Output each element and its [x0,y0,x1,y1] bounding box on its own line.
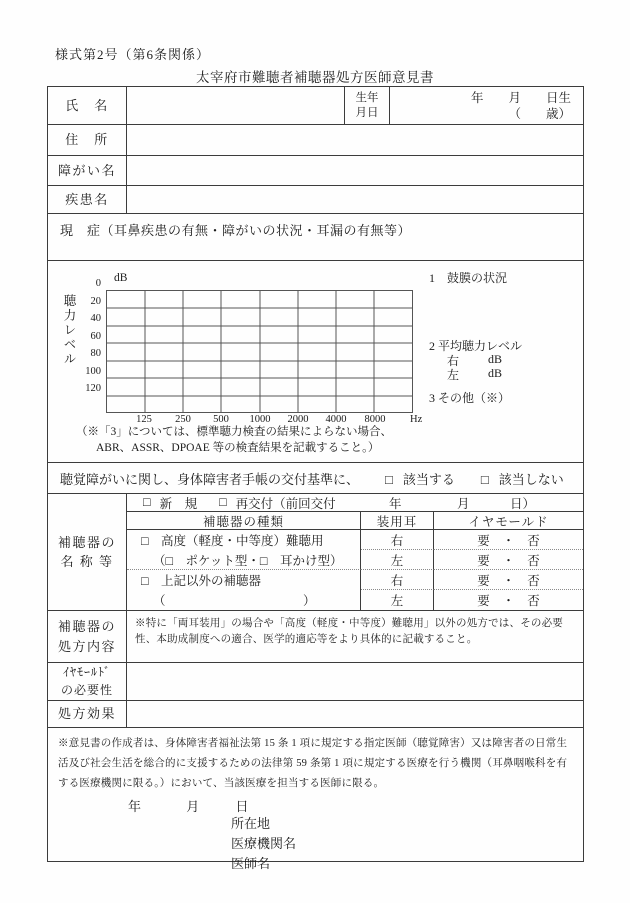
name-label: 氏 名 [48,87,127,124]
y-tick-80: 80 [90,348,101,359]
criteria-option-applicable[interactable] [385,469,455,488]
average-hearing-level-item: 2 平均聴力レベル [429,339,523,353]
hearing-aid-content [127,494,583,610]
ear-left-4[interactable]: 左 [361,590,434,610]
freq-tick-250: 250 [175,414,191,425]
effect-row [48,701,583,728]
ear-right-3[interactable]: 右 [361,570,434,590]
y-tick-40: 40 [90,313,101,324]
effect-label: 処方効果 [48,701,127,727]
hearing-aid-row-3 [127,570,583,590]
aid-type-pocket-bte[interactable]: （□ ポケット型・□ 耳かけ型） [127,550,361,570]
audiogram-row [48,261,583,463]
hearing-aid-row-2 [127,550,583,570]
earmold-label-line1: ｲﾔﾓｰﾙﾄﾞ [62,665,111,680]
signature-date-line[interactable] [48,796,583,814]
prescription-label-line2: 処方内容 [57,638,116,654]
criteria-row [48,463,583,494]
aid-type-severe[interactable]: □ 高度（軽度・中等度）難聴用 [127,530,361,550]
form-number: 様式第2号（第6条関係） [55,47,211,62]
hearing-aid-row-1 [127,530,583,550]
hearing-level-axis-label: 聴力レベル [62,294,76,367]
effect-input-cell[interactable] [127,701,583,727]
address-label: 住 所 [48,125,127,155]
tympanic-membrane-item: 1 鼓膜の状況 [429,271,508,285]
age-format: （ 歳） [508,106,571,121]
hearing-aid-label-line2: 名 称 等 [60,554,114,569]
symptoms-row[interactable] [48,214,583,261]
earmold-choice-3[interactable]: 要 ・ 否 [434,570,583,590]
freq-tick-8000: 8000 [364,414,386,425]
y-tick-0: 0 [95,278,101,289]
earmold-label-line2: の必要性 [60,682,113,697]
prescription-row [48,611,583,663]
aid-type-other-detail[interactable]: （ ） [127,590,361,610]
earmold-input-cell[interactable] [127,663,583,700]
address-input-cell[interactable] [127,125,583,155]
audiogram-note [76,424,392,456]
prescription-label [48,611,127,662]
earmold-choice-4[interactable]: 要 ・ 否 [477,594,540,608]
right-ear-db-unit: dB [488,352,503,366]
earmold-choice-1[interactable]: 要 ・ 否 [434,530,583,550]
hearing-aid-section [48,494,583,611]
prescription-input-cell[interactable] [127,611,583,662]
audiogram-note-line2: ABR、ASSR、DPOAE 等の検査結果を記載すること。） [96,442,380,454]
reissue-day-label: 日） [510,496,536,511]
y-tick-100: 100 [85,366,101,377]
freq-tick-4000: 4000 [325,414,347,425]
freq-tick-125: 125 [136,414,152,425]
y-tick-120: 120 [85,383,101,394]
hearing-aid-table-header [127,512,583,530]
date-year-label: 年 [128,799,142,814]
form-title: 太宰府市難聴者補聴器処方医師意見書 [196,70,434,85]
disease-row [48,186,583,214]
prescription-label-line1: 補聴器の [57,619,116,634]
left-ear-label: 左 [447,368,460,382]
disease-label: 疾患名 [48,186,127,213]
reissue-year-label: 年 [389,496,402,511]
reissue-month-label: 月 [457,496,470,511]
issue-type-row [127,494,583,512]
checkbox-not-applicable-icon[interactable]: □ [480,471,489,487]
signature-block [48,814,583,874]
birth-date-label-line1: 生年 [355,91,379,104]
form-table [47,86,584,871]
birth-date-format: 年 月 日生 [470,90,571,105]
birth-date-input-cell[interactable] [390,87,583,124]
name-input-cell[interactable] [127,87,344,124]
freq-tick-500: 500 [213,414,229,425]
name-row [48,87,583,125]
doctor-name-label[interactable]: 医師名 [231,856,271,871]
birth-date-label [344,87,390,124]
ear-left-2[interactable]: 左 [361,550,434,570]
prescription-note: ※特に「両耳装用」の場合や「高度（軽度・中等度）難聴用」以外の処方では、その必要性、本助成制度への適合、医学的適応等をより具体的に記載すること。 [135,618,563,646]
footer-cell [48,728,583,871]
audiogram-grid[interactable] [106,290,413,413]
reissue-label: 再交付（前回交付 [235,496,336,511]
audiogram-area [48,261,583,462]
hearing-aid-row-4 [127,590,583,610]
earmold-label [48,663,127,700]
hearing-aid-section-label [48,494,127,610]
other-item: 3 その他（※） [429,391,511,405]
aid-type-other[interactable]: □ 上記以外の補聴器 [127,570,361,590]
disability-label: 障がい名 [48,156,127,185]
checkbox-reissue-icon[interactable]: □ [219,495,227,509]
criteria-text: 聴覚障がいに関し、身体障害者手帳の交付基準に、 [60,471,360,487]
hearing-aid-label-line1: 補聴器の [57,534,116,550]
col-header-ear: 装用耳 [361,512,434,529]
hz-unit-label: Hz [410,414,423,425]
applicable-label: 該当する [402,471,455,487]
checkbox-applicable-icon[interactable]: □ [385,471,393,487]
birth-date-label-line2: 月日 [355,106,379,119]
location-label[interactable]: 所在地 [231,816,271,831]
checkbox-new-icon[interactable]: □ [143,495,151,509]
criteria-option-not-applicable[interactable] [481,469,564,488]
disability-row [48,156,583,186]
date-day-label: 日 [235,799,249,814]
not-applicable-label: 該当しない [498,471,564,487]
left-ear-db-unit: dB [488,366,503,380]
earmold-choice-2[interactable]: 要 ・ 否 [434,550,583,570]
new-issue-label: 新 規 [159,496,198,511]
ear-right-1[interactable]: 右 [361,530,434,550]
col-header-earmold: イヤモールド [468,514,549,529]
freq-tick-1000: 1000 [249,414,271,425]
address-row [48,125,583,156]
y-tick-20: 20 [90,296,101,307]
right-ear-label: 右 [447,354,460,368]
audiogram-annotations [429,261,579,421]
footer-note: ※意見書の作成者は、身体障害者福祉法第 15 条 1 項に規定する指定医師（聴覚障害）又は障害者の日常生活及び社会生活を総合的に支援するための法律第 59 条第 1 項に規定する医療を行う機関（耳鼻咽喉科を有する医療機関に限る。）において、当該医療を担当する医師に限る。 [58,738,568,789]
disability-input-cell[interactable] [127,156,583,185]
earmold-row [48,663,583,701]
date-month-label: 月 [186,799,200,814]
db-unit-label: dB [114,272,128,284]
col-header-type: 補聴器の種類 [127,512,361,529]
disease-input-cell[interactable] [127,186,583,213]
institution-label[interactable]: 医療機関名 [231,836,297,851]
audiogram-note-line1: （※「3」については、標準聴力検査の結果によらない場合、 [76,426,393,438]
freq-tick-2000: 2000 [287,414,309,425]
symptoms-label: 現 症（耳鼻疾患の有無・障がいの状況・耳漏の有無等） [60,223,412,238]
audiogram-gridlines [107,291,412,412]
y-tick-60: 60 [90,331,101,342]
